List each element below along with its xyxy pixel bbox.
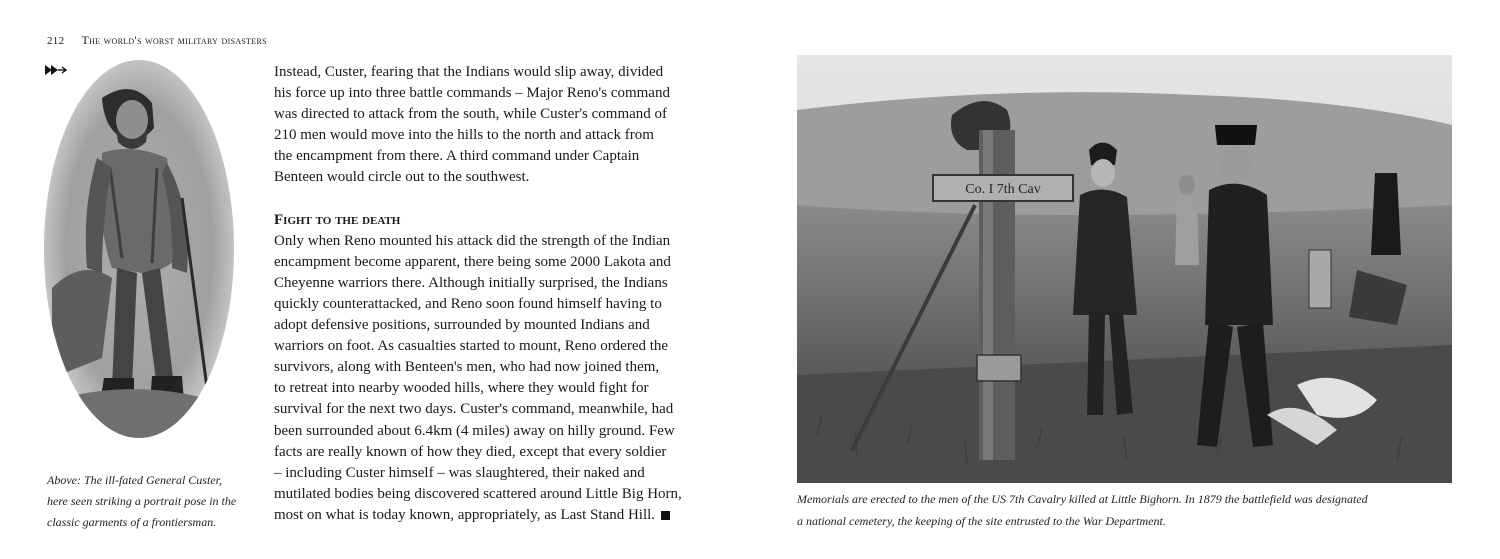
- body-line-text: most on what is today known, appropriately, as Last Stand Hill.: [274, 506, 656, 523]
- body-line-last: [274, 505, 714, 526]
- page-number: 212: [47, 35, 65, 47]
- custer-portrait-image: [42, 58, 236, 440]
- body-line: warriors on foot. As casualties started to mount, Reno ordered the: [274, 338, 669, 355]
- end-of-article-mark: [661, 511, 670, 520]
- article-body: [274, 62, 714, 526]
- body-line: facts are really known of how they died, except that every soldier: [274, 443, 667, 460]
- memorial-sign-text: Co. I 7th Cav: [965, 182, 1041, 197]
- body-line: Instead, Custer, fearing that the Indians would slip away, divided: [274, 64, 664, 80]
- body-line: survival for the next two days. Custer's command, meanwhile, had: [274, 401, 674, 418]
- caption-line: Above: The ill-fated General Custer,: [47, 473, 222, 487]
- body-line: the encampment from there. A third command under Captain: [274, 148, 640, 165]
- body-line: was directed to attack from the south, while Custer's command of: [274, 106, 668, 123]
- body-line: mutilated bodies being discovered scattered around Little Big Horn,: [274, 485, 682, 502]
- body-line: Benteen would circle out to the southwest.: [274, 169, 530, 186]
- body-line: to retreat into nearby wooded hills, where they would fight for: [274, 380, 649, 397]
- body-line: – including Custer himself – was slaughtered, their naked and: [274, 464, 645, 481]
- body-line: Only when Reno mounted his attack did the strength of the Indian: [274, 232, 671, 249]
- running-header: [47, 33, 267, 48]
- caption-line: here seen striking a portrait pose in the: [47, 494, 237, 508]
- body-line: quickly counterattacked, and Reno soon found himself having to: [274, 295, 662, 312]
- body-line: encampment become apparent, there being some 2000 Lakota and: [274, 253, 671, 270]
- caption-line: a national cemetery, the keeping of the site entrusted to the War Department.: [797, 514, 1166, 528]
- body-line: survivors, along with Benteen's men, who had now joined them,: [274, 359, 660, 376]
- body-line: Cheyenne warriors there. Although initially surprised, the Indians: [274, 274, 668, 291]
- section-subheading: Fight to the death: [274, 211, 401, 228]
- photo-caption: [797, 488, 1457, 532]
- caption-line: Memorials are erected to the men of the US 7th Cavalry killed at Little Bighorn. In 1879 the battlefield was designated: [797, 492, 1368, 506]
- battlefield-photograph: [797, 55, 1452, 483]
- body-line: 210 men would move into the hills to the north and attack from: [274, 127, 654, 144]
- body-line: adopt defensive positions, surrounded by mounted Indians and: [274, 317, 650, 334]
- caption-line: classic garments of a frontiersman.: [47, 515, 217, 529]
- running-title: The world's worst military disasters: [81, 33, 267, 47]
- body-line: been surrounded about 6.4km (4 miles) away on hilly ground. Few: [274, 422, 675, 439]
- body-line: his force up into three battle commands – Major Reno's command: [274, 85, 670, 102]
- portrait-caption: [47, 470, 257, 533]
